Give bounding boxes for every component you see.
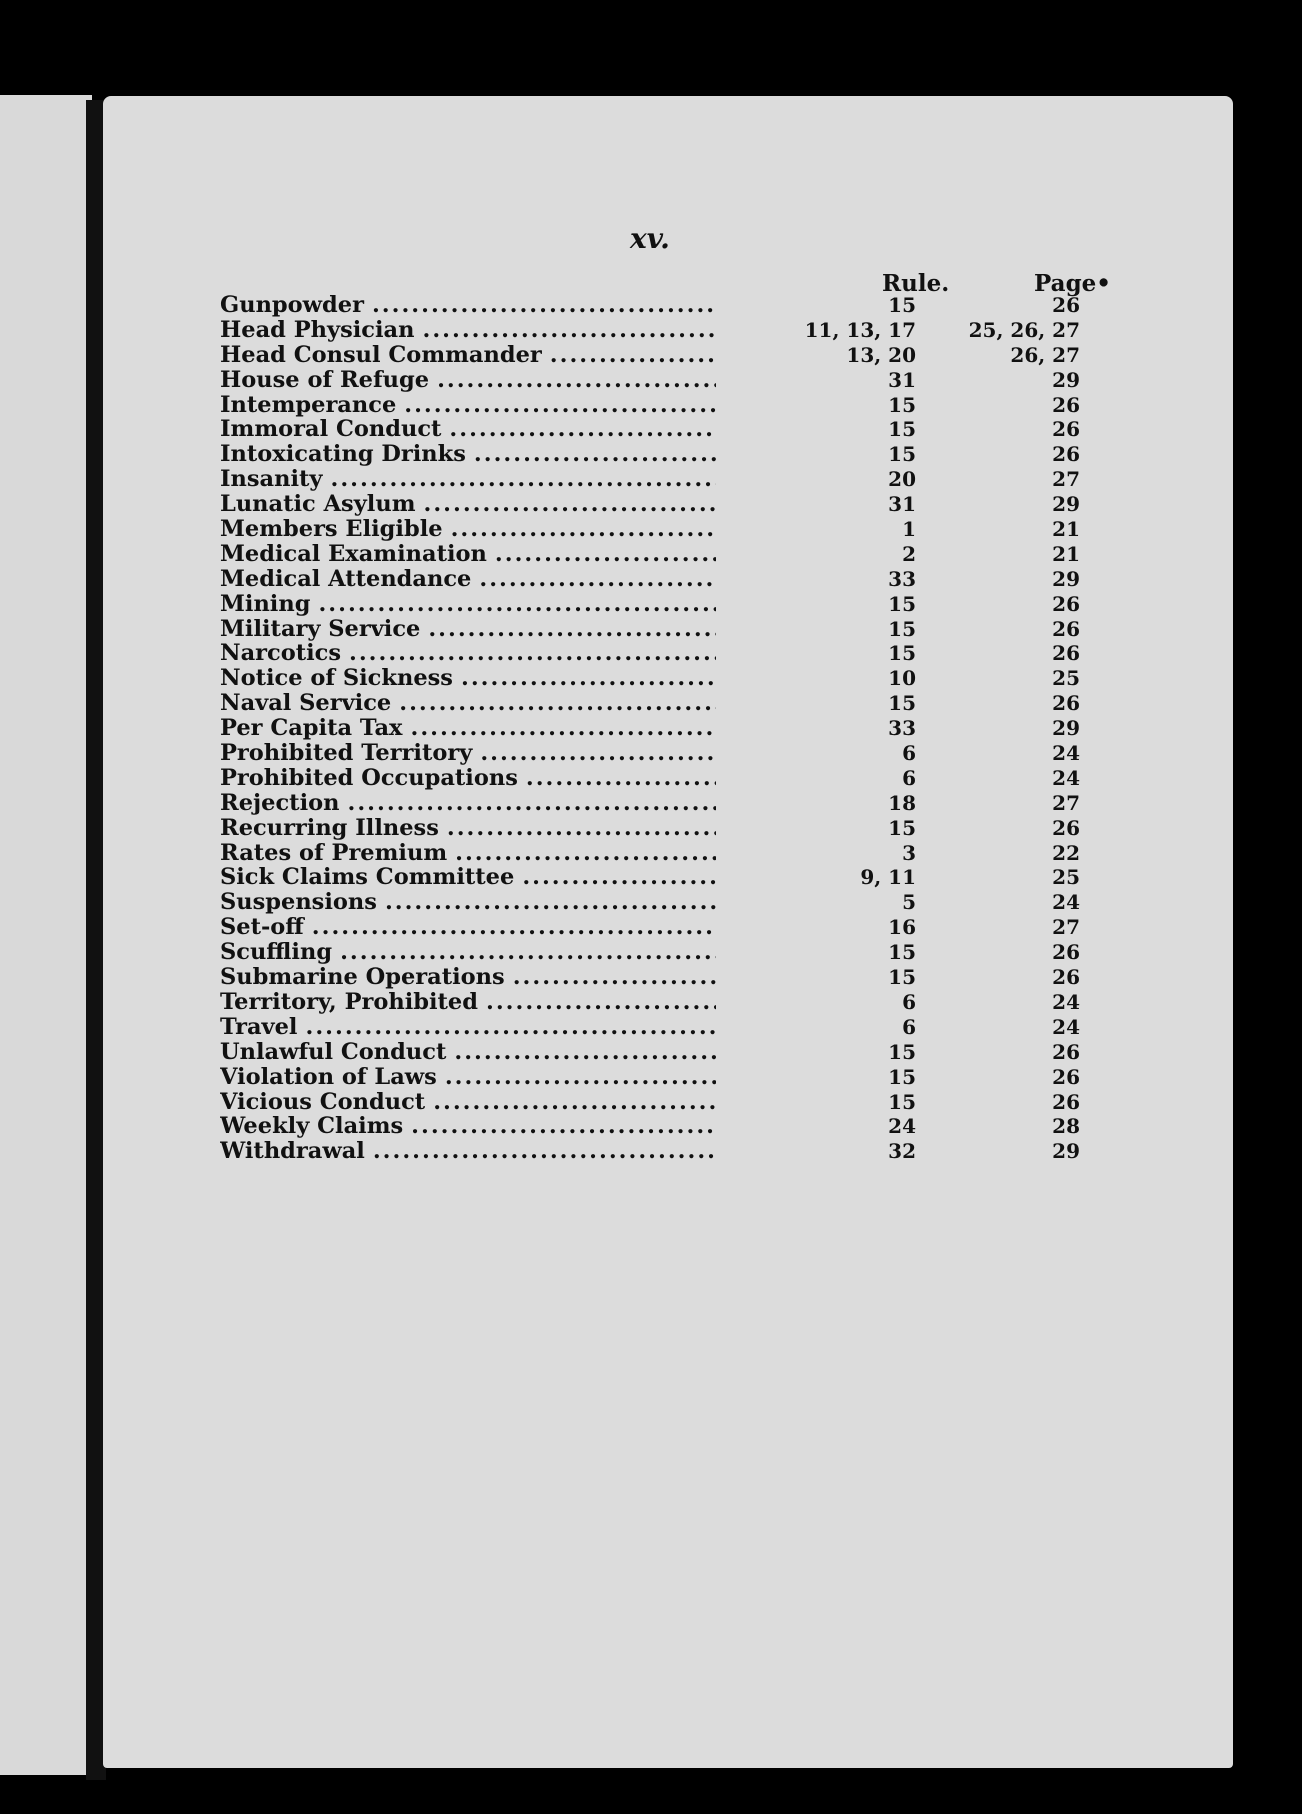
index-entry <box>220 1065 1120 1090</box>
index-term-cell <box>220 791 716 816</box>
page-reference: 26 <box>1052 965 1080 990</box>
index-entry <box>220 318 1120 343</box>
index-term-cell <box>220 492 716 517</box>
page-reference: 26 <box>1052 442 1080 467</box>
index-term-cell <box>220 368 716 393</box>
page-reference: 29 <box>1052 716 1080 741</box>
index-term: Intemperance <box>220 392 397 418</box>
index-entry <box>220 1139 1120 1164</box>
page-reference: 26 <box>1052 1039 1080 1064</box>
page-reference: 27 <box>1052 790 1080 815</box>
rule-number: 16 <box>888 915 916 940</box>
index-term-cell <box>220 442 716 467</box>
rule-number: 5 <box>902 890 916 915</box>
index-term: Rejection <box>220 790 340 816</box>
index-entry <box>220 393 1120 418</box>
rule-number: 18 <box>888 790 916 815</box>
rule-number: 15 <box>888 591 916 616</box>
index-term: Weekly Claims <box>220 1114 404 1140</box>
rule-number: 15 <box>888 1089 916 1114</box>
index-entry <box>220 542 1120 567</box>
page-reference: 26 <box>1052 940 1080 965</box>
rule-number: 9, 11 <box>860 865 916 890</box>
index-entry <box>220 1015 1120 1040</box>
page-reference: 24 <box>1052 1014 1080 1039</box>
index-entry <box>220 716 1120 741</box>
index-term: Suspensions <box>220 890 377 916</box>
dot-leader <box>513 965 716 990</box>
dot-leader <box>461 666 716 691</box>
dot-leader <box>305 1015 716 1040</box>
page-reference: 29 <box>1052 367 1080 392</box>
index-term: Violation of Laws <box>220 1064 437 1090</box>
rule-number: 6 <box>902 765 916 790</box>
dot-leader <box>331 467 716 492</box>
dot-leader <box>522 865 716 890</box>
page-reference: 27 <box>1052 467 1080 492</box>
rule-number: 10 <box>888 666 916 691</box>
index-term-cell <box>220 865 716 890</box>
page-reference: 24 <box>1052 741 1080 766</box>
rule-number: 15 <box>888 1064 916 1089</box>
index-entry <box>220 492 1120 517</box>
index-term-cell <box>220 393 716 418</box>
index-term: Travel <box>220 1014 298 1040</box>
dot-leader <box>349 641 716 666</box>
rule-number: 15 <box>888 392 916 417</box>
dot-leader <box>495 542 716 567</box>
index-entry <box>220 890 1120 915</box>
index-term: Rates of Premium <box>220 840 448 866</box>
index-term: Military Service <box>220 616 421 642</box>
index-term: Prohibited Occupations <box>220 765 518 791</box>
index-entry <box>220 1090 1120 1115</box>
page-reference: 26 <box>1052 1089 1080 1114</box>
rule-number: 15 <box>888 417 916 442</box>
rule-number: 3 <box>902 840 916 865</box>
dot-leader <box>411 1114 716 1139</box>
rule-number: 15 <box>888 442 916 467</box>
rule-number: 2 <box>902 541 916 566</box>
dot-leader <box>410 716 716 741</box>
index-term: Territory, Prohibited <box>220 989 478 1015</box>
rule-number: 1 <box>902 517 916 542</box>
page-reference: 21 <box>1052 541 1080 566</box>
dot-leader <box>451 517 716 542</box>
index-term-cell <box>220 990 716 1015</box>
index-term-cell <box>220 716 716 741</box>
index-list <box>220 293 1120 1164</box>
page-reference: 26 <box>1052 392 1080 417</box>
index-term-cell <box>220 641 716 666</box>
index-term-cell <box>220 741 716 766</box>
rule-number: 15 <box>888 641 916 666</box>
index-term-cell <box>220 417 716 442</box>
rule-number: 15 <box>888 293 916 317</box>
dot-leader <box>399 691 716 716</box>
index-entry <box>220 467 1120 492</box>
rule-number: 15 <box>888 815 916 840</box>
index-term-cell <box>220 915 716 940</box>
page-reference: 25, 26, 27 <box>968 317 1080 342</box>
rule-number: 11, 13, 17 <box>804 317 916 342</box>
page-reference: 21 <box>1052 517 1080 542</box>
index-term: Immoral Conduct <box>220 417 442 443</box>
page-reference: 26, 27 <box>1010 342 1080 367</box>
dot-leader <box>372 293 716 318</box>
index-term: Set-off <box>220 915 304 941</box>
index-term: Mining <box>220 591 311 617</box>
rule-number: 24 <box>888 1114 916 1139</box>
page-reference: 26 <box>1052 641 1080 666</box>
page-reference: 24 <box>1052 989 1080 1014</box>
rule-number: 6 <box>902 1014 916 1039</box>
index-entry <box>220 442 1120 467</box>
index-entry <box>220 990 1120 1015</box>
index-term-cell <box>220 1114 716 1139</box>
index-term-cell <box>220 592 716 617</box>
index-entry <box>220 641 1120 666</box>
page-reference: 29 <box>1052 566 1080 591</box>
index-term: Head Consul Commander <box>220 342 542 368</box>
rule-number: 15 <box>888 940 916 965</box>
index-term-cell <box>220 293 716 318</box>
dot-leader <box>480 741 716 766</box>
index-term: Head Physician <box>220 317 415 343</box>
index-term: Per Capita Tax <box>220 716 403 742</box>
page-reference: 25 <box>1052 666 1080 691</box>
index-term: Notice of Sickness <box>220 666 453 692</box>
index-entry <box>220 517 1120 542</box>
page-reference: 24 <box>1052 890 1080 915</box>
index-term-cell <box>220 343 716 368</box>
index-term-cell <box>220 617 716 642</box>
page-number: xv. <box>630 222 670 255</box>
index-term-cell <box>220 1090 716 1115</box>
index-entry <box>220 816 1120 841</box>
dot-leader <box>486 990 716 1015</box>
index-term: Unlawful Conduct <box>220 1039 447 1065</box>
index-entry <box>220 965 1120 990</box>
rule-number: 6 <box>902 989 916 1014</box>
index-term-cell <box>220 766 716 791</box>
page-column-header: Page• <box>1034 270 1111 297</box>
page-reference: 26 <box>1052 591 1080 616</box>
index-term: Prohibited Territory <box>220 741 473 766</box>
dot-leader <box>340 940 716 965</box>
page-reference: 29 <box>1052 1139 1080 1164</box>
index-term-cell <box>220 940 716 965</box>
index-entry <box>220 915 1120 940</box>
index-entry <box>220 368 1120 393</box>
index-term: Gunpowder <box>220 293 364 318</box>
index-entry <box>220 741 1120 766</box>
index-term: Intoxicating Drinks <box>220 442 466 468</box>
dot-leader <box>454 1040 716 1065</box>
index-entry <box>220 592 1120 617</box>
dot-leader <box>474 442 716 467</box>
page-reference: 22 <box>1052 840 1080 865</box>
rule-number: 15 <box>888 965 916 990</box>
index-term: Naval Service <box>220 691 392 717</box>
rule-number: 33 <box>888 566 916 591</box>
index-entry <box>220 841 1120 866</box>
dot-leader <box>428 617 716 642</box>
index-entry <box>220 791 1120 816</box>
rule-number: 31 <box>888 367 916 392</box>
index-term-cell <box>220 890 716 915</box>
page-reference: 24 <box>1052 765 1080 790</box>
index-term: Insanity <box>220 467 323 493</box>
index-term-cell <box>220 318 716 343</box>
page-reference: 28 <box>1052 1114 1080 1139</box>
index-entry <box>220 293 1120 318</box>
rule-number: 15 <box>888 616 916 641</box>
index-term-cell <box>220 841 716 866</box>
index-entry <box>220 567 1120 592</box>
index-term: Submarine Operations <box>220 965 505 990</box>
index-term: Vicious Conduct <box>220 1089 426 1115</box>
page-reference: 27 <box>1052 915 1080 940</box>
dot-leader <box>312 915 716 940</box>
dot-leader <box>445 1065 716 1090</box>
index-entry <box>220 1114 1120 1139</box>
dot-leader <box>404 393 716 418</box>
index-term: Narcotics <box>220 641 342 667</box>
page-reference: 29 <box>1052 492 1080 517</box>
dot-leader <box>550 343 716 368</box>
index-term-cell <box>220 467 716 492</box>
page-reference: 25 <box>1052 865 1080 890</box>
rule-number: 31 <box>888 492 916 517</box>
rule-number: 15 <box>888 691 916 716</box>
rule-column-header: Rule. <box>882 270 950 297</box>
dot-leader <box>437 368 716 393</box>
index-entry <box>220 766 1120 791</box>
dot-leader <box>424 492 716 517</box>
index-term-cell <box>220 1015 716 1040</box>
facing-page <box>0 95 92 1775</box>
index-term-cell <box>220 1139 716 1164</box>
dot-leader <box>385 890 716 915</box>
index-entry <box>220 417 1120 442</box>
page-reference: 26 <box>1052 417 1080 442</box>
dot-leader <box>347 791 716 816</box>
page-reference: 26 <box>1052 293 1080 317</box>
index-term-cell <box>220 1040 716 1065</box>
dot-leader <box>373 1139 716 1164</box>
index-term: Recurring Illness <box>220 815 439 841</box>
dot-leader <box>422 318 716 343</box>
index-term: Scuffling <box>220 940 333 966</box>
dot-leader <box>455 841 716 866</box>
index-term: Sick Claims Committee <box>220 865 515 891</box>
index-term-cell <box>220 666 716 691</box>
index-term-cell <box>220 542 716 567</box>
index-entry <box>220 617 1120 642</box>
index-entry <box>220 691 1120 716</box>
dot-leader <box>526 766 716 791</box>
index-term: Medical Examination <box>220 541 487 567</box>
rule-number: 32 <box>888 1139 916 1164</box>
page-reference: 26 <box>1052 1064 1080 1089</box>
dot-leader <box>449 417 716 442</box>
page-reference: 26 <box>1052 616 1080 641</box>
index-entry <box>220 343 1120 368</box>
index-term-cell <box>220 1065 716 1090</box>
index-term-cell <box>220 691 716 716</box>
page-reference: 26 <box>1052 815 1080 840</box>
index-term: Lunatic Asylum <box>220 492 416 518</box>
index-entry <box>220 940 1120 965</box>
index-term: Members Eligible <box>220 517 443 542</box>
dot-leader <box>318 592 716 617</box>
index-entry <box>220 666 1120 691</box>
rule-number: 20 <box>888 467 916 492</box>
index-term-cell <box>220 517 716 542</box>
index-term-cell <box>220 567 716 592</box>
dot-leader <box>447 816 716 841</box>
index-term: Medical Attendance <box>220 566 472 592</box>
index-entry <box>220 1040 1120 1065</box>
rule-number: 33 <box>888 716 916 741</box>
rule-number: 15 <box>888 1039 916 1064</box>
index-term-cell <box>220 965 716 990</box>
dot-leader <box>479 567 716 592</box>
index-term: House of Refuge <box>220 367 430 393</box>
dot-leader <box>433 1090 716 1115</box>
index-entry <box>220 865 1120 890</box>
index-term: Withdrawal <box>220 1139 365 1165</box>
index-term-cell <box>220 816 716 841</box>
rule-number: 13, 20 <box>846 342 916 367</box>
page-reference: 26 <box>1052 691 1080 716</box>
rule-number: 6 <box>902 741 916 766</box>
